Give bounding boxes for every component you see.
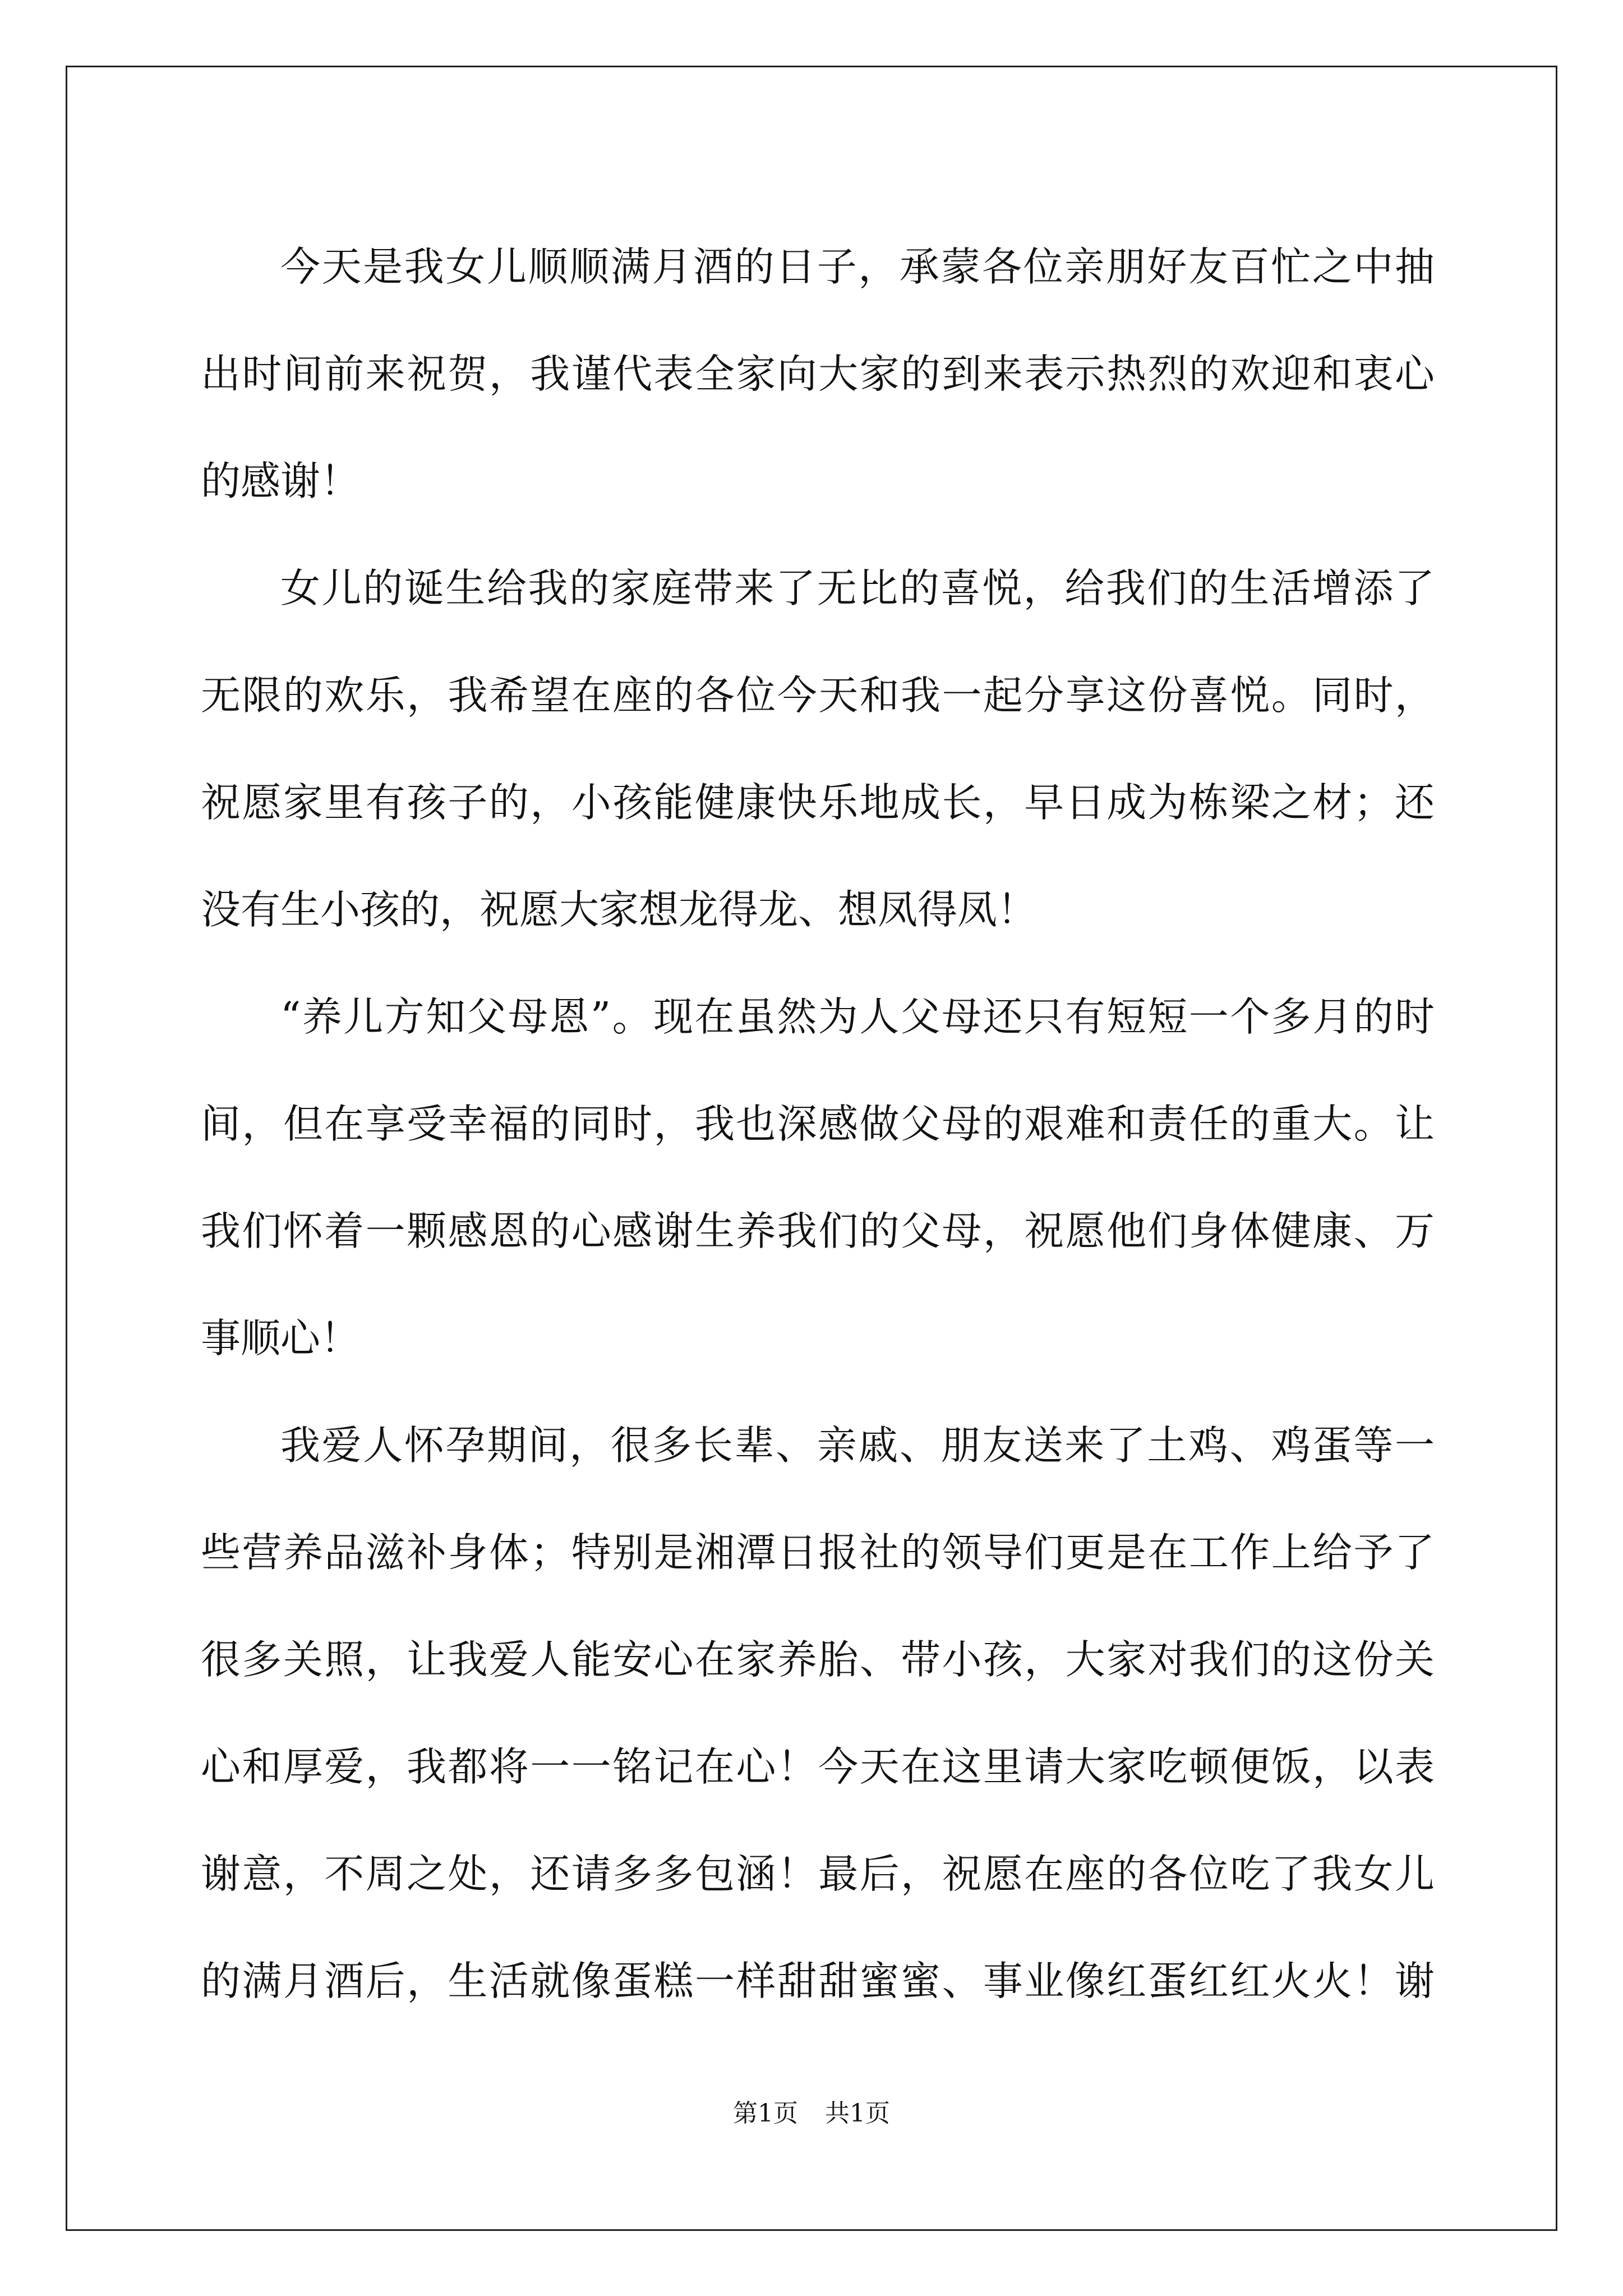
text-line: 谢意，不周之处，还请多多包涵！最后，祝愿在座的各位吃了我女儿 — [201, 1851, 1435, 1897]
text-line: 今天是我女儿顺顺满月酒的日子，承蒙各位亲朋好友百忙之中抽 — [280, 243, 1435, 290]
text-line: 我爱人怀孕期间，很多长辈、亲戚、朋友送来了土鸡、鸡蛋等一 — [280, 1422, 1435, 1469]
paragraph — [201, 213, 1435, 535]
page-footer — [0, 2097, 1623, 2131]
text-line: 的满月酒后，生活就像蛋糕一样甜甜蜜蜜、事业像红蛋红红火火！谢 — [201, 1958, 1435, 2004]
text-line: 祝愿家里有孩子的，小孩能健康快乐地成长，早日成为栋梁之材；还 — [201, 779, 1435, 826]
text-line: “养儿方知父母恩”。现在虽然为人父母还只有短短一个多月的时 — [280, 993, 1435, 1040]
text-line: 我们怀着一颗感恩的心感谢生养我们的父母，祝愿他们身体健康、万 — [201, 1208, 1435, 1254]
text-line: 女儿的诞生给我的家庭带来了无比的喜悦，给我们的生活增添了 — [280, 565, 1435, 611]
paragraph — [201, 1392, 1435, 2035]
paragraph — [201, 535, 1435, 963]
text-line: 些营养品滋补身体；特别是湘潭日报社的领导们更是在工作上给予了 — [201, 1529, 1435, 1576]
text-line: 间，但在享受幸福的同时，我也深感做父母的艰难和责任的重大。让 — [201, 1101, 1435, 1147]
page-total: 共1页 — [825, 2099, 890, 2128]
text-line: 没有生小孩的，祝愿大家想龙得龙、想凤得凤！ — [201, 886, 1038, 933]
text-line: 很多关照，让我爱人能安心在家养胎、带小孩，大家对我们的这份关 — [201, 1636, 1435, 1683]
text-line: 心和厚爱，我都将一一铭记在心！今天在这里请大家吃顿便饭，以表 — [201, 1743, 1435, 1790]
text-line: 出时间前来祝贺，我谨代表全家向大家的到来表示热烈的欢迎和衷心 — [201, 351, 1435, 397]
text-line: 无限的欢乐，我希望在座的各位今天和我一起分享这份喜悦。同时， — [201, 672, 1435, 719]
text-line: 的感谢！ — [201, 458, 361, 504]
document-body — [201, 213, 1435, 2035]
text-line: 事顺心！ — [201, 1315, 361, 1361]
page-number: 第1页 — [733, 2099, 798, 2128]
paragraph — [201, 963, 1435, 1392]
